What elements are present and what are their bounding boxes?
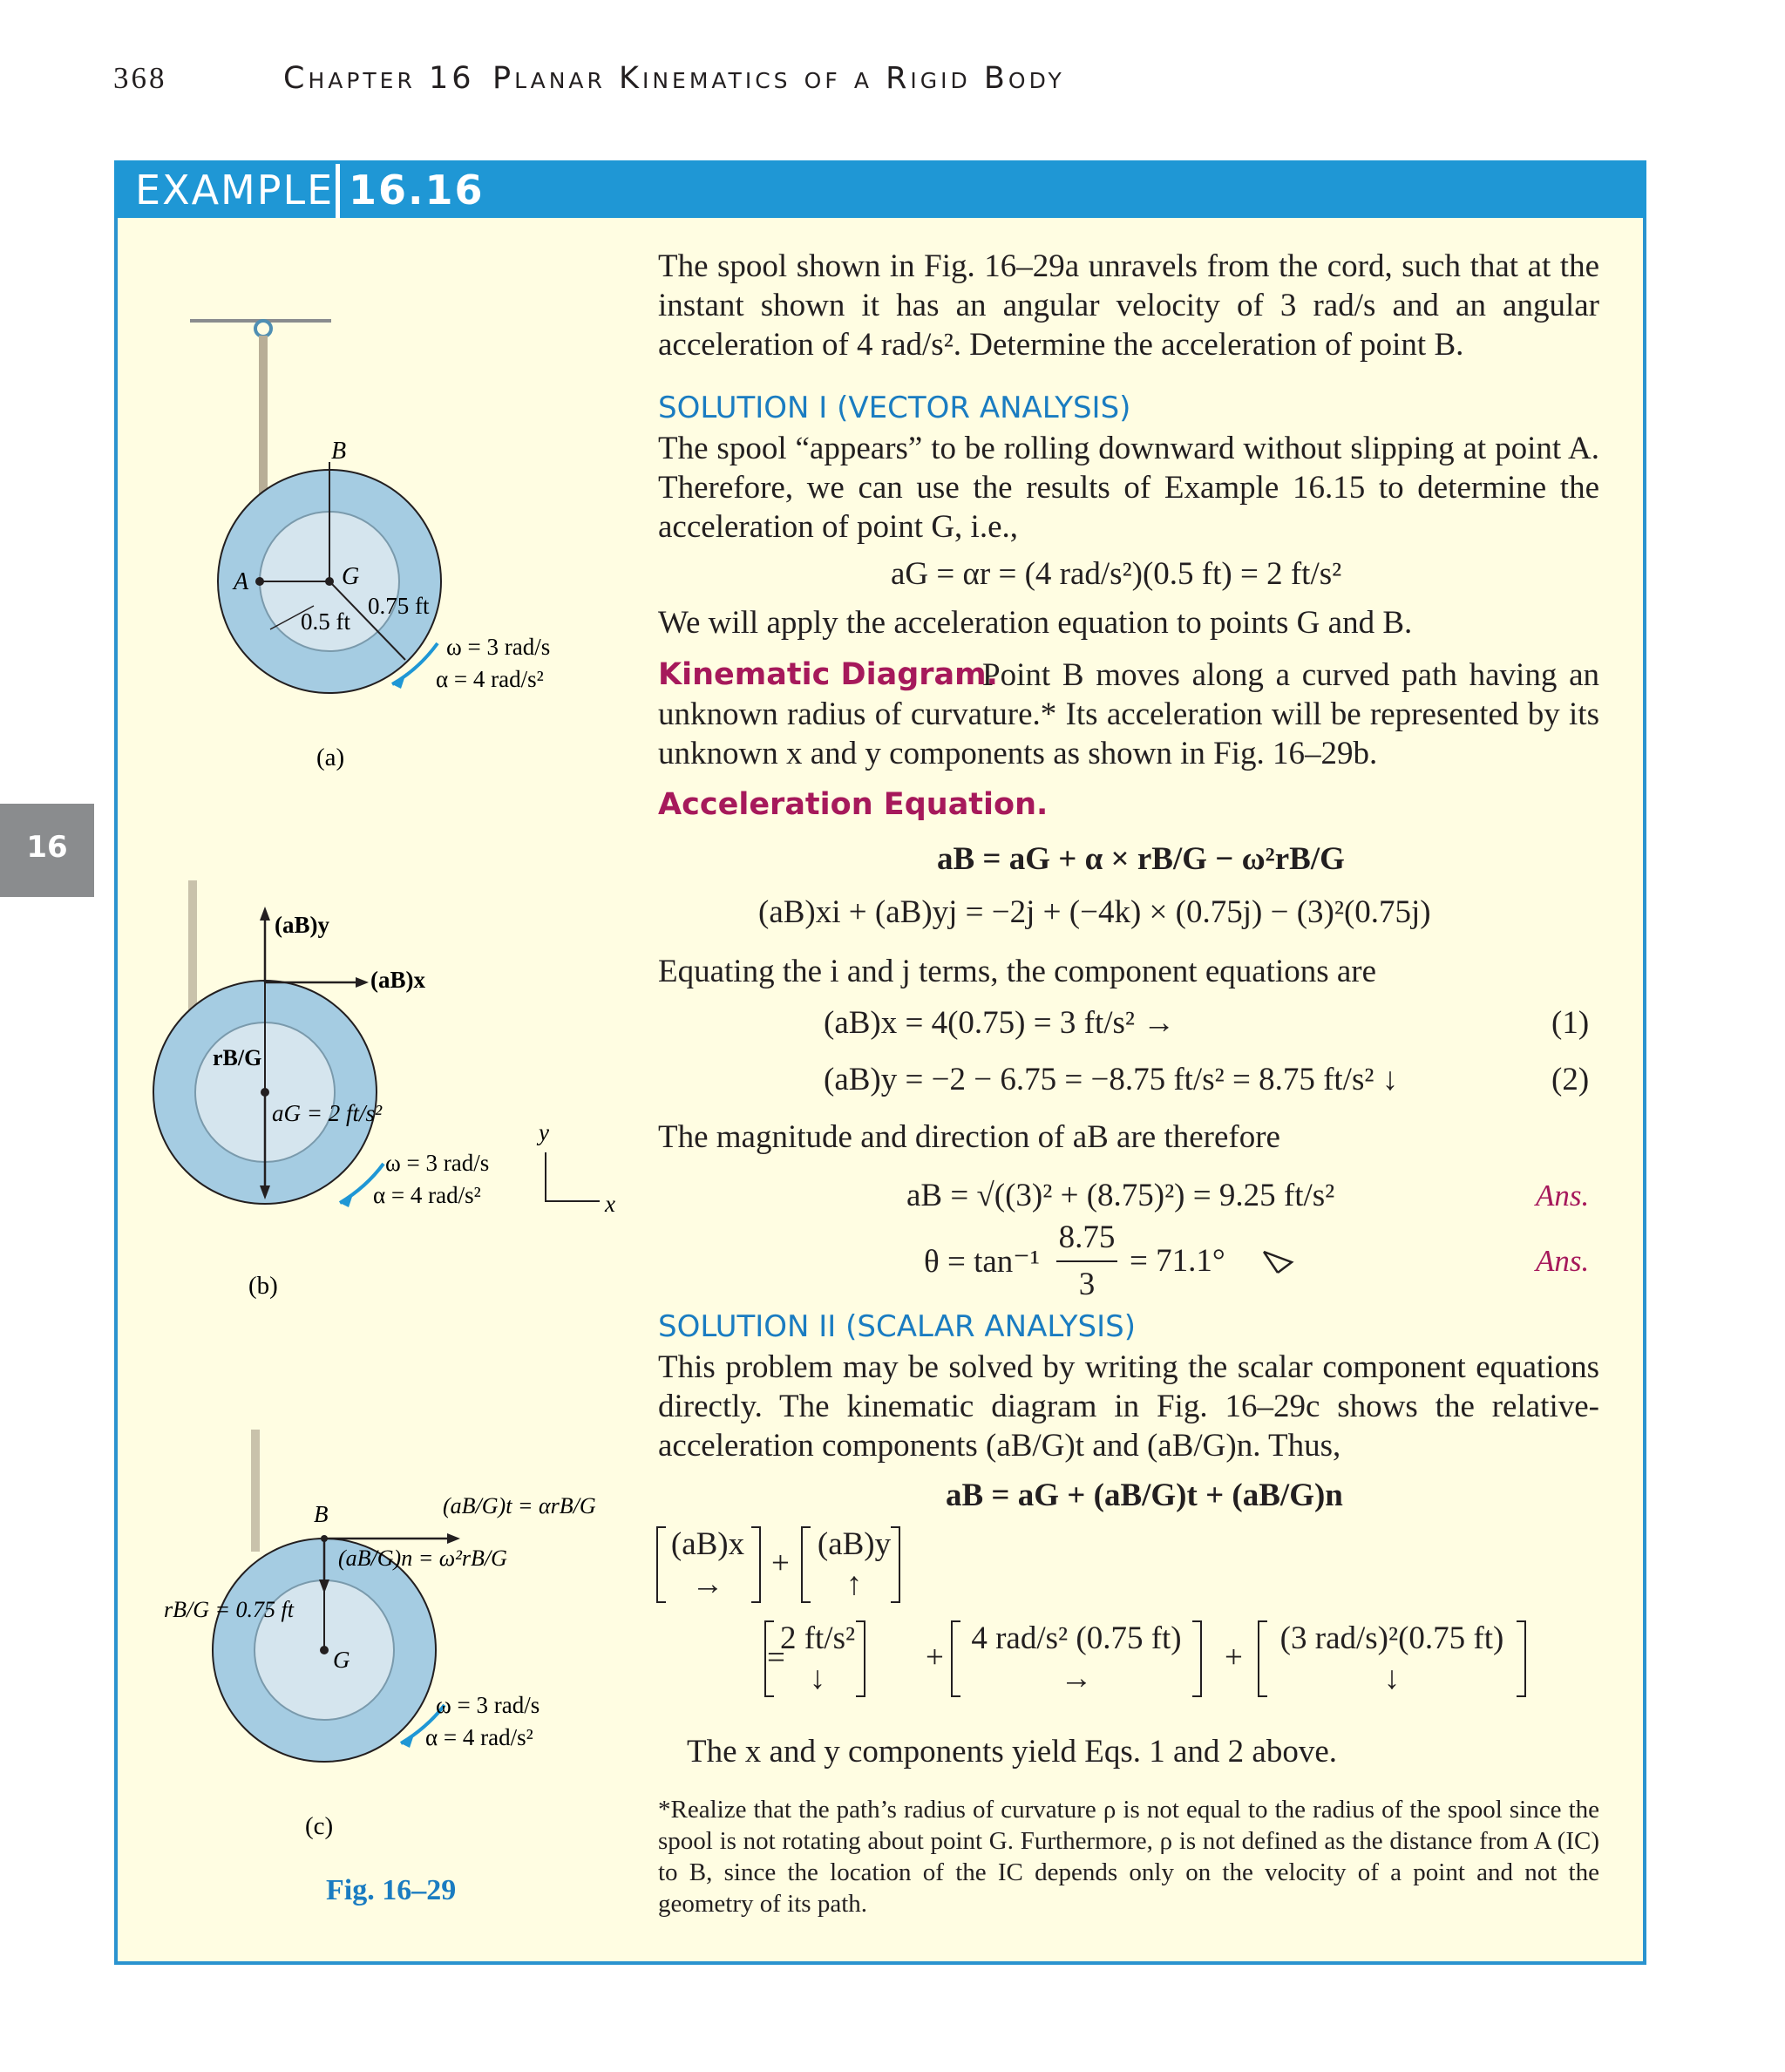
equation-aG: aG = αr = (4 rad/s²)(0.5 ft) = 2 ft/s² bbox=[891, 556, 1342, 592]
solution2-text: This problem may be solved by writing the scalar component equations directly. The kinematic diagram in Fig. 16–29c shows the relative-acceleration components (aB/G)t and (aB/G)n. Thus, bbox=[658, 1349, 1599, 1464]
equation-2-number: (2) bbox=[1551, 1062, 1590, 1097]
solution2-conclusion: The x and y components yield Eqs. 1 and 2 above. bbox=[687, 1734, 1337, 1770]
example-number: 16.16 bbox=[349, 166, 485, 214]
label-aBx: (aB)x bbox=[370, 967, 425, 993]
label-omega: ω = 3 rad/s bbox=[385, 1150, 490, 1176]
figure-b bbox=[139, 872, 628, 1308]
solution2-heading: SOLUTION II (SCALAR ANALYSIS) bbox=[658, 1309, 1137, 1344]
apply-text: We will apply the acceleration equation to points G and B. bbox=[658, 605, 1413, 641]
label-outer-radius: 0.75 ft bbox=[368, 593, 430, 619]
equating-text: Equating the i and j terms, the component equations are bbox=[658, 954, 1377, 989]
example-title-bar bbox=[114, 160, 1646, 218]
kinematic-diagram-heading: Kinematic Diagram. bbox=[658, 657, 998, 692]
equals-sign: = bbox=[767, 1640, 785, 1675]
matrix-aBx: (aB)x bbox=[670, 1526, 745, 1562]
footnote: *Realize that the path’s radius of curvature ρ is not equal to the radius of the spool since the spool is not rotating about point G. Furthermore, ρ is not defined as the distance from A (IC) to B, since the location of the IC depends only on the velocity of a point and not the geometry of its path. bbox=[658, 1796, 1599, 1918]
matrix-aBy: (aB)y bbox=[817, 1526, 892, 1562]
chapter-title: Planar Kinematics of a Rigid Body bbox=[492, 61, 1065, 96]
angle-direction-icon bbox=[1262, 1247, 1297, 1276]
equation-theta-left: θ = tan⁻¹ bbox=[924, 1244, 1040, 1280]
equation-2: (aB)y = −2 − 6.75 = −8.75 ft/s² = 8.75 ft/s² ↓ bbox=[824, 1062, 1399, 1097]
chapter-label: Chapter 16 bbox=[283, 61, 475, 96]
matrix-normal: (3 rad/s)²(0.75 ft) bbox=[1279, 1620, 1504, 1656]
fraction-bar bbox=[1056, 1260, 1117, 1262]
caption-c: (c) bbox=[305, 1812, 334, 1840]
plus-sign: + bbox=[1225, 1640, 1243, 1675]
page-number: 368 bbox=[113, 61, 167, 95]
label-alpha: α = 4 rad/s² bbox=[436, 666, 544, 692]
answer-label: Ans. bbox=[1536, 1244, 1590, 1278]
label-alpha: α = 4 rad/s² bbox=[425, 1724, 533, 1750]
label-y-axis: y bbox=[539, 1119, 549, 1145]
example-divider bbox=[336, 164, 340, 218]
figure-a bbox=[139, 288, 610, 811]
matrix-tangential: 4 rad/s² (0.75 ft) bbox=[971, 1620, 1182, 1656]
label-normal: (aB/G)n = ω²rB/G bbox=[338, 1546, 507, 1571]
equation-vector: aB = aG + α × rB/G − ω²rB/G bbox=[937, 841, 1345, 877]
label-aG: aG = 2 ft/s² bbox=[272, 1100, 383, 1126]
matrix-normal-arrow: ↓ bbox=[1383, 1661, 1401, 1696]
label-inner-radius: 0.5 ft bbox=[301, 608, 350, 635]
solution1-heading: SOLUTION I (VECTOR ANALYSIS) bbox=[658, 391, 1131, 425]
label-G: G bbox=[342, 563, 360, 590]
matrix-aBx-arrow: → bbox=[691, 1566, 724, 1602]
example-label: EXAMPLE bbox=[135, 166, 335, 214]
label-A: A bbox=[234, 568, 249, 595]
plus-sign: + bbox=[771, 1546, 790, 1581]
label-aBy: (aB)y bbox=[275, 912, 329, 938]
magnitude-text: The magnitude and direction of aB are therefore bbox=[658, 1119, 1280, 1155]
caption-b: (b) bbox=[248, 1272, 278, 1300]
equation-magnitude: aB = √((3)² + (8.75)²) = 9.25 ft/s² bbox=[906, 1178, 1335, 1213]
plus-sign: + bbox=[926, 1640, 944, 1675]
equation-theta-denominator: 3 bbox=[1078, 1267, 1096, 1302]
equation-theta-numerator: 8.75 bbox=[1058, 1219, 1116, 1255]
label-B: B bbox=[314, 1501, 329, 1527]
label-omega: ω = 3 rad/s bbox=[446, 634, 551, 660]
equation-substituted: (aB)xi + (aB)yj = −2j + (−4k) × (0.75j) − (3)²(0.75j) bbox=[758, 894, 1431, 930]
solution1-intro: The spool “appears” to be rolling downward without slipping at point A. Therefore, we can use the results of Example 16.15 to determine the acceleration of point G, i.e., bbox=[658, 431, 1599, 545]
label-tangential: (aB/G)t = αrB/G bbox=[443, 1493, 596, 1518]
equation-theta-right: = 71.1° bbox=[1130, 1243, 1225, 1279]
label-B: B bbox=[331, 438, 347, 465]
figure-c bbox=[139, 1412, 628, 1848]
caption-a: (a) bbox=[316, 744, 345, 771]
matrix-aBy-arrow: ↑ bbox=[845, 1566, 863, 1602]
equation-1-number: (1) bbox=[1551, 1005, 1590, 1041]
kinematic-diagram-text: Point B moves along a curved path having an unknown radius of curvature.* Its acceleration will be represented by its unknown x and y components as shown in Fig. 16–29b. bbox=[658, 657, 1599, 771]
matrix-aG-arrow: ↓ bbox=[809, 1661, 826, 1696]
answer-label: Ans. bbox=[1536, 1179, 1590, 1213]
label-x-axis: x bbox=[605, 1191, 615, 1217]
matrix-aG: 2 ft/s² bbox=[779, 1620, 856, 1656]
acceleration-equation-heading: Acceleration Equation. bbox=[658, 787, 1049, 822]
matrix-tangential-arrow: → bbox=[1060, 1661, 1093, 1696]
label-omega: ω = 3 rad/s bbox=[436, 1692, 540, 1718]
problem-statement: The spool shown in Fig. 16–29a unravels from the cord, such that at the instant shown it has an angular velocity of 3 rad/s and an angular acceleration of 4 rad/s². Determine the acceleration of point B. bbox=[658, 248, 1599, 363]
label-alpha: α = 4 rad/s² bbox=[373, 1182, 481, 1208]
label-rBG: rB/G = 0.75 ft bbox=[164, 1597, 294, 1622]
equation-scalar-vector: aB = aG + (aB/G)t + (aB/G)n bbox=[946, 1478, 1343, 1513]
chapter-tab-number: 16 bbox=[26, 830, 68, 865]
figure-caption: Fig. 16–29 bbox=[326, 1874, 457, 1906]
label-G: G bbox=[333, 1647, 350, 1673]
label-rBG: rB/G bbox=[213, 1045, 262, 1070]
equation-1: (aB)x = 4(0.75) = 3 ft/s² → bbox=[824, 1005, 1176, 1041]
